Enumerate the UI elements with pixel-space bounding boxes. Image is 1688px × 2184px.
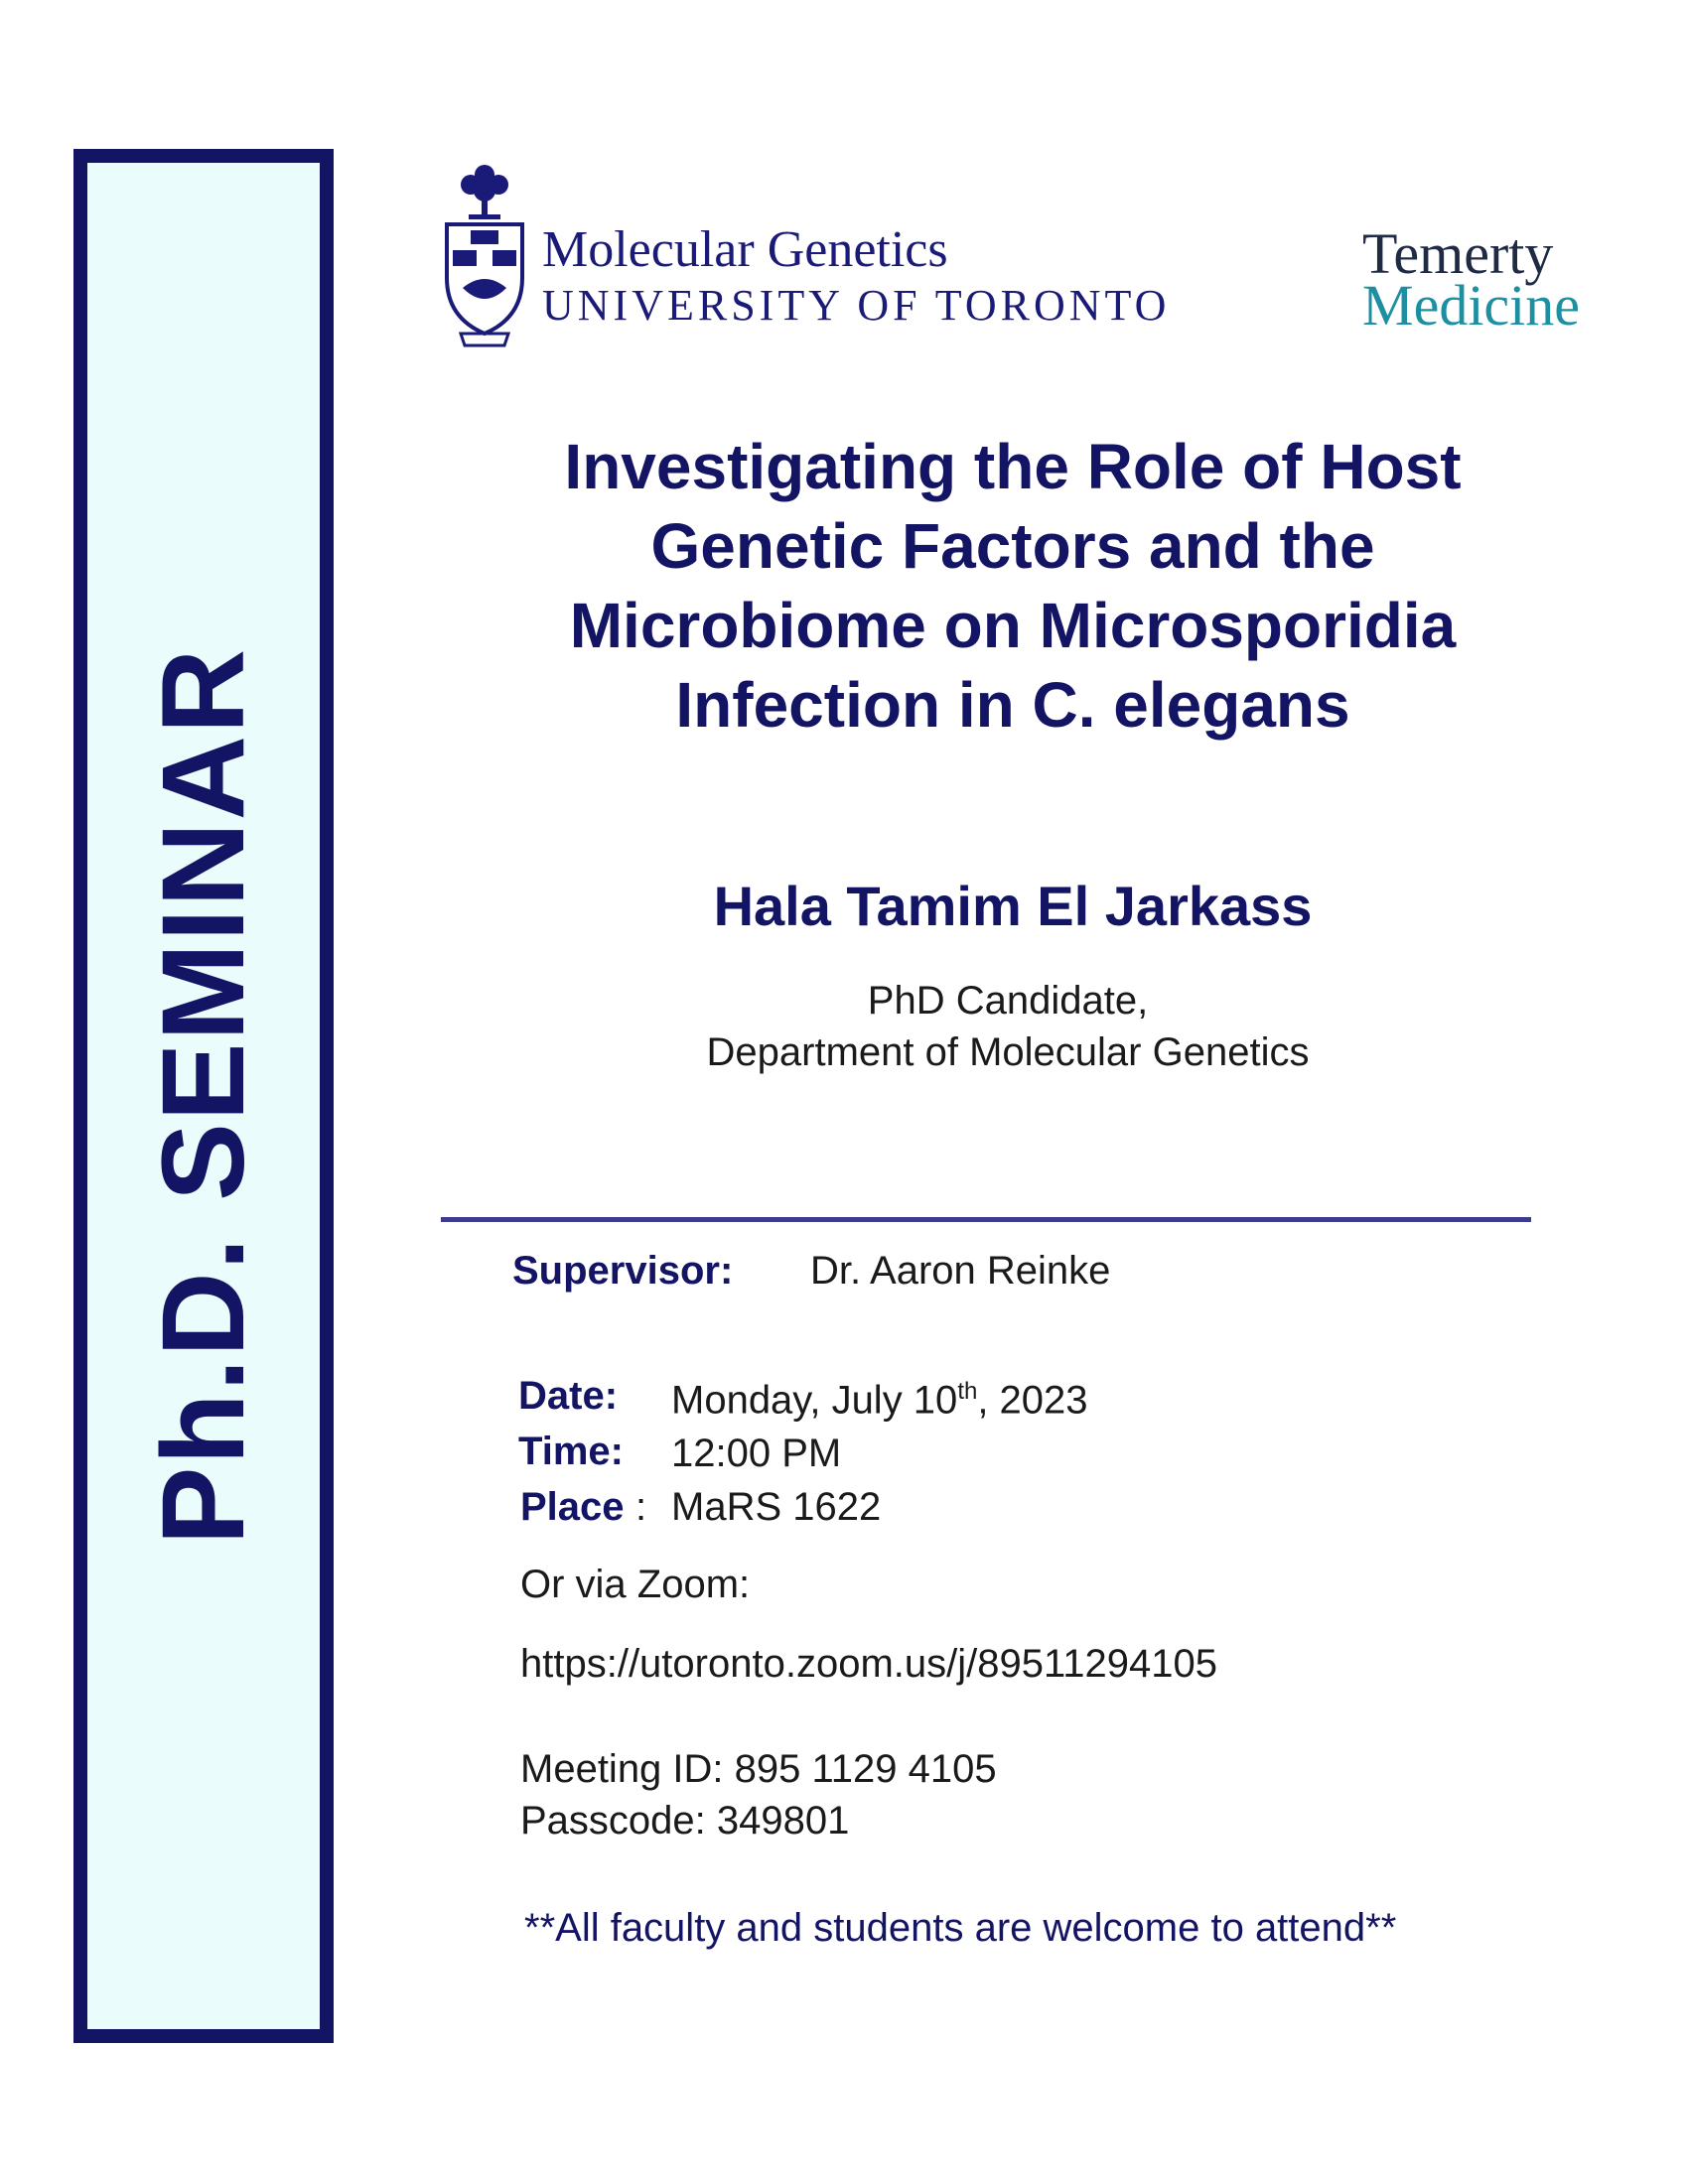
speaker-role-line1: PhD Candidate,: [867, 979, 1149, 1023]
uoft-crest-icon: [441, 159, 528, 347]
passcode: Passcode: 349801: [520, 1799, 850, 1843]
supervisor-label: Supervisor:: [512, 1249, 734, 1293]
temerty-logo-line1: Temerty: [1362, 221, 1554, 286]
seminar-title: [447, 427, 1579, 745]
date-prefix: Monday, July 10: [671, 1378, 958, 1423]
title-line: Microbiome on Microsporidia: [569, 590, 1457, 661]
temerty-logo-line2: Medicine: [1362, 273, 1581, 338]
title-line: Investigating the Role of Host: [564, 431, 1462, 502]
place-label: Place: [520, 1485, 625, 1529]
speaker-role-line2: Department of Molecular Genetics: [706, 1030, 1310, 1074]
zoom-label: Or via Zoom:: [520, 1563, 751, 1606]
zoom-link[interactable]: https://utoronto.zoom.us/j/89511294105: [520, 1642, 1217, 1686]
side-banner: [73, 149, 334, 2043]
uoft-university-logo-text: UNIVERSITY OF TORONTO: [542, 281, 1171, 330]
title-line: Infection in C. elegans: [675, 669, 1350, 741]
supervisor-value: Dr. Aaron Reinke: [810, 1249, 1111, 1293]
time-value: 12:00 PM: [671, 1432, 842, 1475]
title-line: Genetic Factors and the: [650, 510, 1375, 582]
date-label: Date:: [518, 1374, 619, 1418]
place-colon: :: [635, 1485, 647, 1529]
date-suffix: , 2023: [977, 1378, 1088, 1423]
speaker-name: Hala Tamim El Jarkass: [713, 875, 1313, 937]
uoft-department-logo-text: Molecular Genetics: [542, 221, 948, 278]
time-label: Time:: [518, 1430, 624, 1473]
date-ordinal: th: [957, 1378, 978, 1405]
place-value: MaRS 1622: [671, 1485, 882, 1529]
meeting-id: Meeting ID: 895 1129 4105: [520, 1747, 997, 1791]
date-value: [671, 1378, 1088, 1423]
section-divider: [441, 1217, 1531, 1222]
welcome-note: **All faculty and students are welcome to attend**: [524, 1906, 1397, 1950]
banner-text: Ph.D. SEMINAR: [138, 646, 269, 1546]
speaker-role: [447, 975, 1569, 1078]
